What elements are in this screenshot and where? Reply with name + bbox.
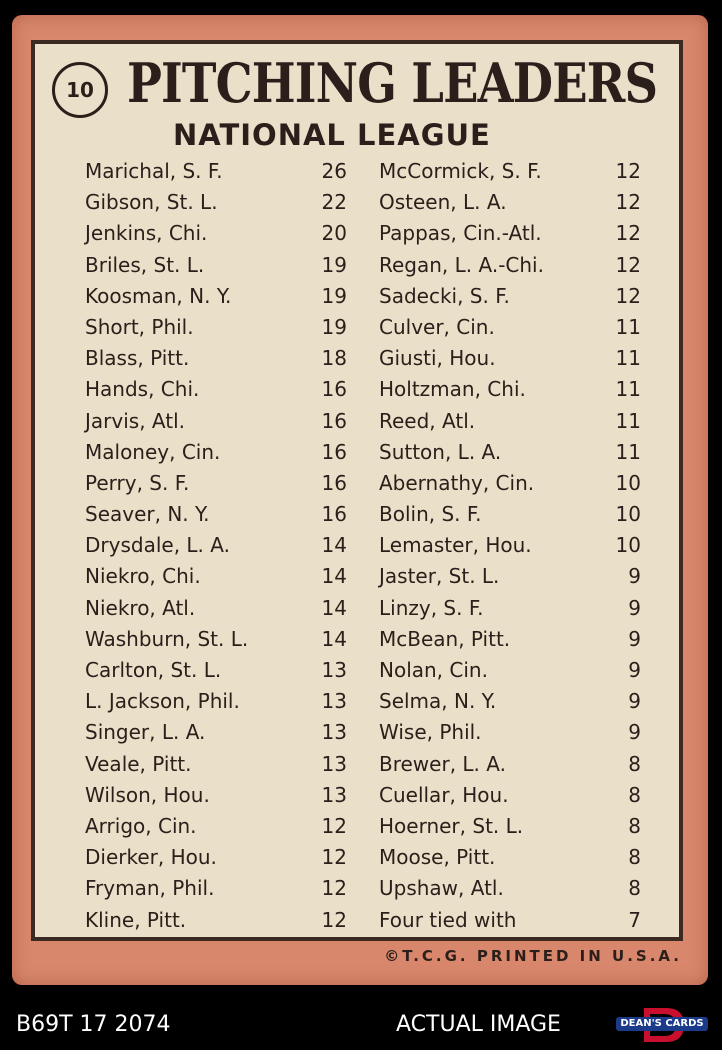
win-count: 8 bbox=[628, 782, 641, 807]
win-count: 9 bbox=[628, 689, 641, 714]
leader-row bbox=[85, 780, 347, 811]
pitcher-name: McCormick, S. F. bbox=[379, 159, 542, 183]
leader-row bbox=[379, 437, 641, 468]
pitcher-name: Hoerner, St. L. bbox=[379, 813, 524, 838]
win-count: 13 bbox=[321, 720, 347, 745]
win-count: 12 bbox=[615, 252, 641, 277]
leader-row bbox=[379, 312, 641, 343]
win-count: 9 bbox=[628, 720, 641, 745]
leader-row bbox=[85, 561, 347, 592]
pitcher-name: Lemaster, Hou. bbox=[379, 533, 532, 558]
leader-row bbox=[85, 842, 347, 873]
leader-row bbox=[379, 250, 641, 281]
leader-row bbox=[379, 905, 641, 936]
pitcher-name: Bolin, S. F. bbox=[379, 502, 482, 527]
leader-row bbox=[379, 561, 641, 592]
win-count: 9 bbox=[628, 658, 641, 682]
leader-row bbox=[379, 406, 641, 437]
pitcher-name: Sutton, L. A. bbox=[379, 439, 502, 464]
pitcher-name: Osteen, L. A. bbox=[379, 190, 507, 215]
win-count: 12 bbox=[615, 159, 641, 183]
win-count: 10 bbox=[615, 533, 641, 558]
pitcher-name: Drysdale, L. A. bbox=[85, 533, 230, 558]
win-count: 16 bbox=[321, 470, 347, 495]
win-count: 12 bbox=[321, 876, 347, 901]
leader-row bbox=[379, 811, 641, 842]
pitcher-name: Wilson, Hou. bbox=[85, 782, 210, 807]
pitcher-name: Niekro, Chi. bbox=[85, 564, 201, 589]
win-count: 20 bbox=[321, 221, 347, 246]
win-count: 9 bbox=[628, 626, 641, 651]
win-count: 22 bbox=[321, 190, 347, 215]
leader-row bbox=[85, 437, 347, 468]
win-count: 10 bbox=[615, 470, 641, 495]
leader-row bbox=[85, 593, 347, 624]
leader-row bbox=[85, 811, 347, 842]
leader-row bbox=[85, 156, 347, 187]
leader-row bbox=[379, 686, 641, 717]
leader-row bbox=[85, 468, 347, 499]
leader-row bbox=[85, 873, 347, 904]
leader-row bbox=[379, 187, 641, 218]
leader-row bbox=[379, 343, 641, 374]
pitcher-name: Carlton, St. L. bbox=[85, 658, 222, 682]
win-count: 19 bbox=[321, 252, 347, 277]
leader-row bbox=[85, 187, 347, 218]
leader-row bbox=[379, 749, 641, 780]
win-count: 16 bbox=[321, 502, 347, 527]
win-count: 8 bbox=[628, 751, 641, 776]
win-count: 14 bbox=[321, 595, 347, 620]
win-count: 13 bbox=[321, 658, 347, 682]
leader-row bbox=[85, 499, 347, 530]
leader-row bbox=[379, 842, 641, 873]
win-count: 19 bbox=[321, 314, 347, 339]
win-count: 12 bbox=[321, 845, 347, 870]
pitcher-name: Blass, Pitt. bbox=[85, 346, 190, 371]
leader-row bbox=[85, 374, 347, 405]
leader-row bbox=[379, 624, 641, 655]
leader-row bbox=[85, 406, 347, 437]
copyright-line: ©T.C.G. PRINTED IN U.S.A. bbox=[384, 947, 682, 965]
leader-row bbox=[379, 156, 641, 187]
leaders-right-column bbox=[379, 156, 641, 936]
pitcher-name: Sadecki, S. F. bbox=[379, 283, 510, 308]
leader-row bbox=[85, 655, 347, 686]
win-count: 12 bbox=[615, 190, 641, 215]
pitcher-name: Seaver, N. Y. bbox=[85, 502, 210, 527]
win-count: 11 bbox=[615, 439, 641, 464]
pitcher-name: Abernathy, Cin. bbox=[379, 470, 535, 495]
leader-row bbox=[379, 655, 641, 686]
leaders-left-column bbox=[85, 156, 347, 936]
pitcher-name: Holtzman, Chi. bbox=[379, 377, 526, 402]
pitcher-name: Fryman, Phil. bbox=[85, 876, 215, 901]
win-count: 9 bbox=[628, 564, 641, 589]
pitcher-name: Arrigo, Cin. bbox=[85, 813, 197, 838]
pitcher-name: Pappas, Cin.-Atl. bbox=[379, 221, 542, 246]
win-count: 12 bbox=[615, 221, 641, 246]
leader-row bbox=[85, 624, 347, 655]
pitcher-name: Maloney, Cin. bbox=[85, 439, 221, 464]
win-count: 14 bbox=[321, 564, 347, 589]
leader-row bbox=[379, 218, 641, 249]
pitcher-name: Jarvis, Atl. bbox=[85, 408, 185, 433]
leader-row bbox=[85, 530, 347, 561]
leader-row bbox=[379, 468, 641, 499]
win-count: 14 bbox=[321, 533, 347, 558]
win-count: 12 bbox=[321, 813, 347, 838]
leader-row bbox=[379, 374, 641, 405]
win-count: 11 bbox=[615, 377, 641, 402]
leader-row bbox=[85, 281, 347, 312]
pitcher-name: Reed, Atl. bbox=[379, 408, 476, 433]
win-count: 16 bbox=[321, 439, 347, 464]
card-title: PITCHING LEADERS bbox=[127, 51, 658, 115]
pitcher-name: Jenkins, Chi. bbox=[85, 221, 208, 246]
leader-row bbox=[85, 905, 347, 936]
leader-row bbox=[379, 499, 641, 530]
pitcher-name: Marichal, S. F. bbox=[85, 159, 223, 183]
win-count: 13 bbox=[321, 751, 347, 776]
win-count: 26 bbox=[321, 159, 347, 183]
win-count: 14 bbox=[321, 626, 347, 651]
win-count: 8 bbox=[628, 813, 641, 838]
win-count: 8 bbox=[628, 876, 641, 901]
pitcher-name: Wise, Phil. bbox=[379, 720, 482, 745]
win-count: 12 bbox=[615, 283, 641, 308]
pitcher-name: Culver, Cin. bbox=[379, 314, 495, 339]
leader-row bbox=[85, 312, 347, 343]
catalog-id: B69T 17 2074 bbox=[16, 1012, 171, 1037]
pitcher-name: Gibson, St. L. bbox=[85, 190, 218, 215]
leader-row bbox=[85, 717, 347, 748]
win-count: 13 bbox=[321, 689, 347, 714]
pitcher-name: Giusti, Hou. bbox=[379, 346, 496, 371]
win-count: 10 bbox=[615, 502, 641, 527]
pitcher-name: Selma, N. Y. bbox=[379, 689, 497, 714]
win-count: 11 bbox=[615, 314, 641, 339]
actual-image-label: ACTUAL IMAGE bbox=[396, 1012, 561, 1037]
leader-row bbox=[85, 250, 347, 281]
pitcher-name: Upshaw, Atl. bbox=[379, 876, 504, 901]
pitcher-name: Jaster, St. L. bbox=[379, 564, 500, 589]
leader-row bbox=[379, 780, 641, 811]
leader-row bbox=[379, 281, 641, 312]
logo-text: DEAN'S CARDS bbox=[620, 1018, 704, 1029]
leader-row bbox=[85, 749, 347, 780]
league-subtitle: NATIONAL LEAGUE bbox=[173, 118, 491, 152]
pitcher-name: L. Jackson, Phil. bbox=[85, 689, 240, 714]
pitcher-name: Linzy, S. F. bbox=[379, 595, 484, 620]
pitcher-name: Singer, L. A. bbox=[85, 720, 206, 745]
win-count: 7 bbox=[628, 907, 641, 932]
win-count: 13 bbox=[321, 782, 347, 807]
win-count: 8 bbox=[628, 845, 641, 870]
card-number-badge: 10 bbox=[52, 62, 108, 118]
leader-row bbox=[85, 686, 347, 717]
pitcher-name: Moose, Pitt. bbox=[379, 845, 496, 870]
pitcher-name: Kline, Pitt. bbox=[85, 907, 187, 932]
leader-row bbox=[85, 218, 347, 249]
pitcher-name: Brewer, L. A. bbox=[379, 751, 506, 776]
leader-row bbox=[379, 717, 641, 748]
deans-cards-logo bbox=[614, 1006, 710, 1044]
pitcher-name: Nolan, Cin. bbox=[379, 658, 488, 682]
win-count: 19 bbox=[321, 283, 347, 308]
win-count: 18 bbox=[321, 346, 347, 371]
win-count: 12 bbox=[321, 907, 347, 932]
win-count: 11 bbox=[615, 346, 641, 371]
pitcher-name: Regan, L. A.-Chi. bbox=[379, 252, 544, 277]
win-count: 11 bbox=[615, 408, 641, 433]
pitcher-name: Dierker, Hou. bbox=[85, 845, 217, 870]
win-count: 16 bbox=[321, 408, 347, 433]
pitcher-name: Koosman, N. Y. bbox=[85, 283, 232, 308]
win-count: 16 bbox=[321, 377, 347, 402]
leader-row bbox=[379, 593, 641, 624]
footer-bar bbox=[0, 1000, 722, 1050]
leader-row bbox=[379, 530, 641, 561]
pitcher-name: Cuellar, Hou. bbox=[379, 782, 509, 807]
pitcher-name: Briles, St. L. bbox=[85, 252, 205, 277]
pitcher-name: Hands, Chi. bbox=[85, 377, 200, 402]
pitcher-name: Four tied with bbox=[379, 907, 517, 932]
leader-row bbox=[85, 343, 347, 374]
baseball-card bbox=[12, 15, 708, 985]
card-back-panel bbox=[31, 40, 683, 941]
win-count: 9 bbox=[628, 595, 641, 620]
pitcher-name: Veale, Pitt. bbox=[85, 751, 192, 776]
leader-row bbox=[379, 873, 641, 904]
pitcher-name: Washburn, St. L. bbox=[85, 626, 249, 651]
pitcher-name: Niekro, Atl. bbox=[85, 595, 196, 620]
pitcher-name: Short, Phil. bbox=[85, 314, 194, 339]
pitcher-name: McBean, Pitt. bbox=[379, 626, 511, 651]
pitcher-name: Perry, S. F. bbox=[85, 470, 190, 495]
